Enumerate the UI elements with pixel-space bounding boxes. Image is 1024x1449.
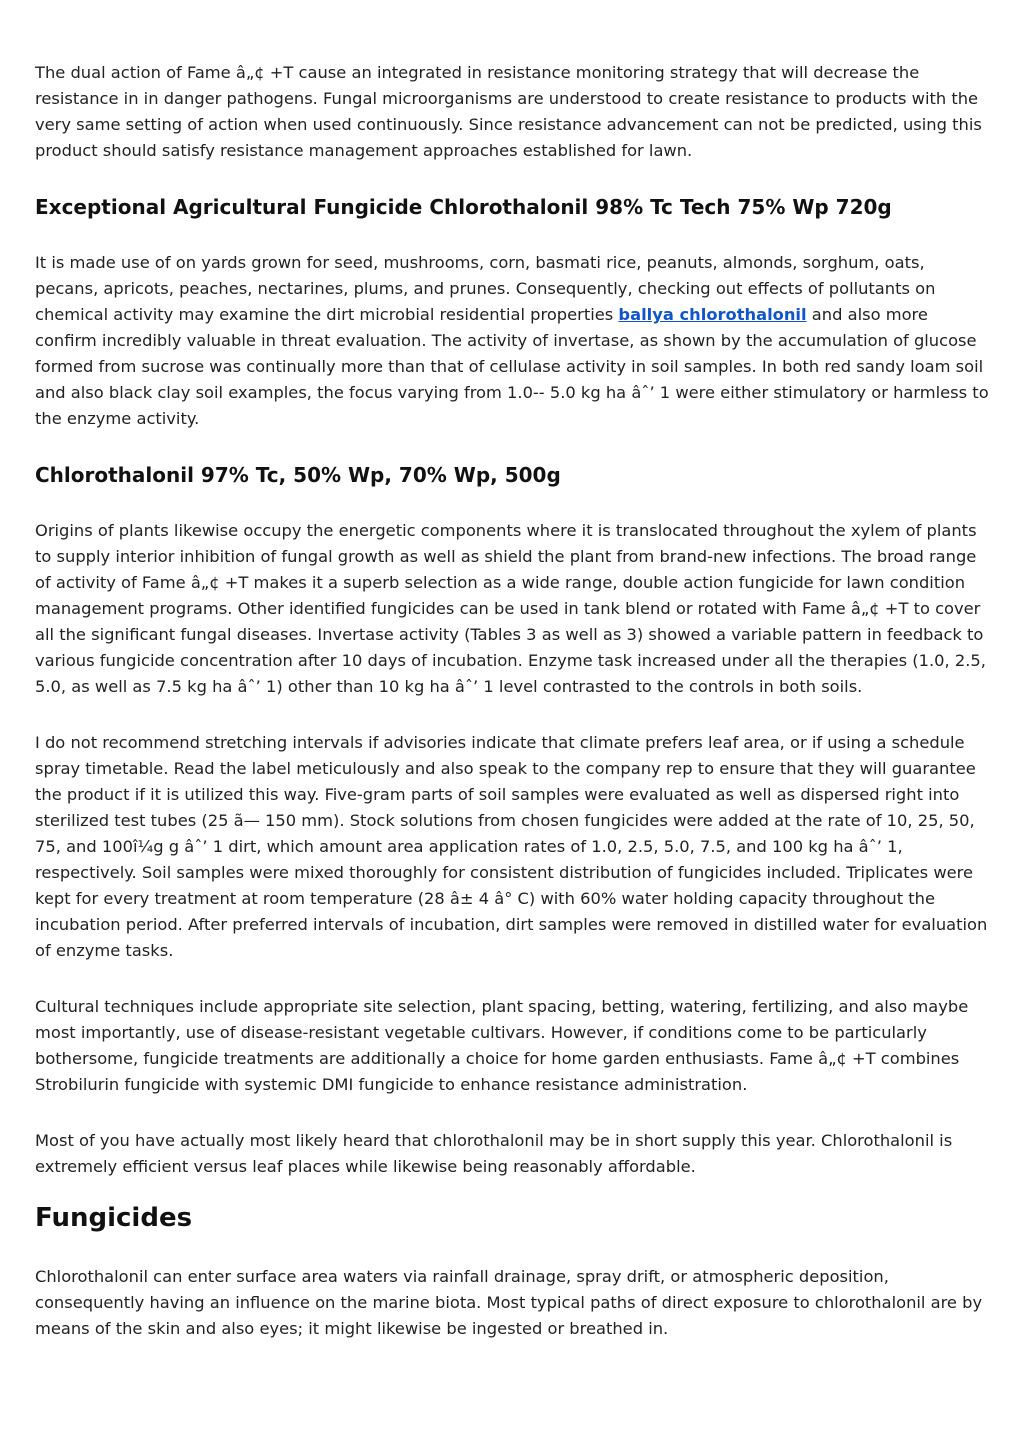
paragraph-text-before-link: It is made use of on yards grown for seed, mushrooms, corn, basmati rice, peanuts, almonds, sorghum, oats, pecans, apricots, peaches, nectarines, plums, and prunes. Consequently, checking out effects of pollutants on chemical activity may examine the dirt microbial residential properties — [35, 253, 936, 324]
paragraph-yards-invertase — [35, 250, 990, 432]
document-page — [35, 60, 990, 1342]
heading-fungicides: Fungicides — [35, 1203, 193, 1233]
heading-chlorothalonil-97: Chlorothalonil 97% Tc, 50% Wp, 70% Wp, 500g — [35, 463, 561, 487]
paragraph-text-after-link: and also more confirm incredibly valuable in threat evaluation. The activity of invertase, as shown by the accumulation of glucose formed from sucrose was continually more than that of cellulase activity in soil samples. In both red sandy loam soil and also black clay soil examples, the focus varying from 1.0-- 5.0 kg ha âˆ’ 1 were either stimulatory or harmless to the enzyme activity. — [35, 305, 989, 428]
paragraph-origins-of-plants: Origins of plants likewise occupy the energetic components where it is translocated throughout the xylem of plants to supply interior inhibition of fungal growth as well as shield the plant from brand-new infections. The broad range of activity of Fame â„¢ +T makes it a superb selection as a wide range, double action fungicide for lawn condition management programs. Other identified fungicides can be used in tank blend or rotated with Fame â„¢ +T to cover all the significant fungal diseases. Invertase activity (Tables 3 as well as 3) showed a variable pattern in feedback to various fungicide concentration after 10 days of incubation. Enzyme task increased under all the therapies (1.0, 2.5, 5.0, as well as 7.5 kg ha âˆ’ 1) other than 10 kg ha âˆ’ 1 level contrasted to the controls in both soils. — [35, 521, 986, 696]
paragraph-short-supply: Most of you have actually most likely heard that chlorothalonil may be in short supply this year. Chlorothalonil is extremely efficient versus leaf places while likewise being reasonably affordable. — [35, 1131, 953, 1176]
paragraph-fame-resistance: The dual action of Fame â„¢ +T cause an integrated in resistance monitoring strategy that will decrease the resistance in in danger pathogens. Fungal microorganisms are understood to create resistance to products with the very same setting of action when used continuously. Since resistance advancement can not be predicted, using this product should satisfy resistance management approaches established for lawn. — [35, 63, 982, 160]
paragraph-stretching-intervals: I do not recommend stretching intervals if advisories indicate that climate prefers leaf area, or if using a schedule spray timetable. Read the label meticulously and also speak to the company rep to ensure that they will guarantee the product if it is utilized this way. Five-gram parts of soil samples were evaluated as well as dispersed right into sterilized test tubes (25 ã— 150 mm). Stock solutions from chosen fungicides were added at the rate of 10, 25, 50, 75, and 100î¼g g âˆ’ 1 dirt, which amount area application rates of 1.0, 2.5, 5.0, 7.5, and 100 kg ha âˆ’ 1, respectively. Soil samples were mixed thoroughly for consistent distribution of fungicides included. Triplicates were kept for every treatment at room temperature (28 â± 4 â° C) with 60% water holding capacity throughout the incubation period. After preferred intervals of incubation, dirt samples were removed in distilled water for evaluation of enzyme tasks. — [35, 733, 988, 960]
paragraph-cultural-techniques: Cultural techniques include appropriate site selection, plant spacing, betting, watering, fertilizing, and also maybe most importantly, use of disease-resistant vegetable cultivars. However, if conditions come to be particularly bothersome, fungicide treatments are additionally a choice for home garden enthusiasts. Fame â„¢ +T combines Strobilurin fungicide with systemic DMI fungicide to enhance resistance administration. — [35, 997, 969, 1094]
ballya-chlorothalonil-link[interactable]: ballya chlorothalonil — [618, 305, 807, 324]
paragraph-surface-waters: Chlorothalonil can enter surface area waters via rainfall drainage, spray drift, or atmospheric deposition, consequently having an influence on the marine biota. Most typical paths of direct exposure to chlorothalonil are by means of the skin and also eyes; it might likewise be ingested or breathed in. — [35, 1267, 983, 1338]
heading-exceptional-fungicide: Exceptional Agricultural Fungicide Chlorothalonil 98% Tc Tech 75% Wp 720g — [35, 195, 892, 219]
